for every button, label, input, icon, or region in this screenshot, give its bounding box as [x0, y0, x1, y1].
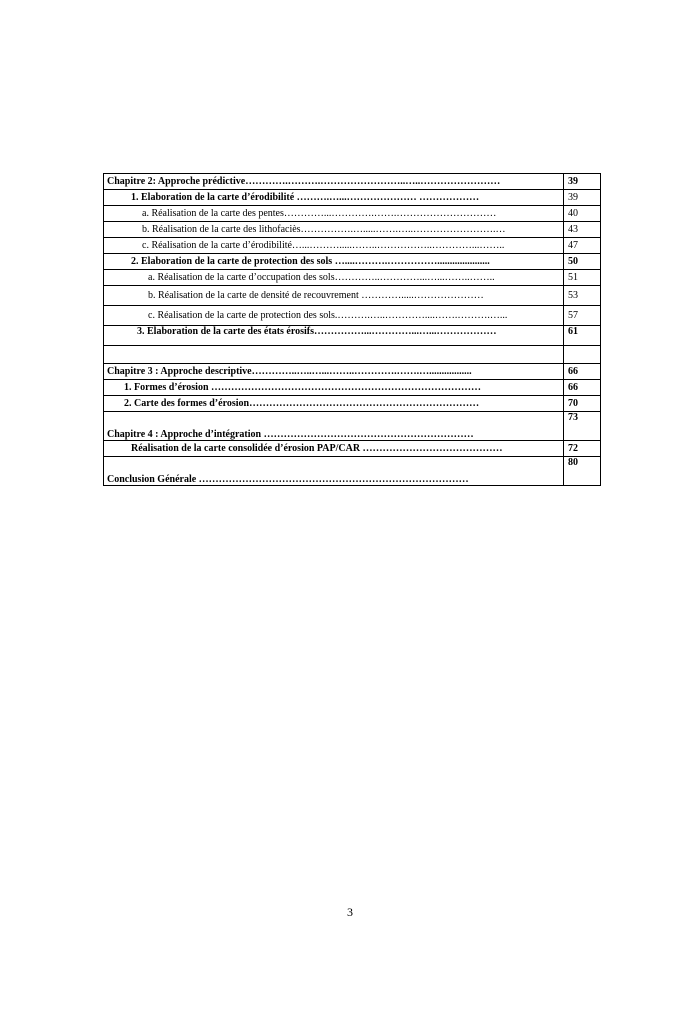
toc-row — [104, 238, 601, 254]
toc-entry-page: 43 — [564, 222, 601, 238]
toc-entry-page: 72 — [564, 441, 601, 457]
toc-row — [104, 441, 601, 457]
toc-entry-text: 2. Elaboration de la carte de protection des sols …....……….……………..................... — [104, 254, 564, 270]
toc-entry-page: 70 — [564, 396, 601, 412]
toc-row-empty — [104, 346, 601, 364]
toc-entry-page: 57 — [564, 306, 601, 326]
toc-row — [104, 286, 601, 306]
toc-entry-text: Chapitre 4 : Approche d’intégration ……………………………………………………… — [104, 412, 564, 441]
toc-entry-text: Réalisation de la carte consolidée d’érosion PAP/CAR …………………………………… — [104, 441, 564, 457]
toc-entry-page: 40 — [564, 206, 601, 222]
toc-row — [104, 206, 601, 222]
toc-entry-page: 61 — [564, 326, 601, 346]
toc-row — [104, 254, 601, 270]
toc-entry-text: a. Réalisation de la carte d’occupation des sols…………..…………...…...……..…….. — [104, 270, 564, 286]
toc-row — [104, 412, 601, 441]
toc-entry-text: a. Réalisation de la carte des pentes…………...………….…….………………………… — [104, 206, 564, 222]
toc-entry-text: 2. Carte des formes d’érosion…………………………………………………………… — [104, 396, 564, 412]
toc-row — [104, 190, 601, 206]
toc-row — [104, 364, 601, 380]
table-of-contents — [103, 173, 601, 486]
toc-empty-cell — [104, 346, 564, 364]
page-number: 3 — [347, 905, 353, 919]
toc-entry-page: 73 — [564, 412, 601, 441]
toc-row — [104, 174, 601, 190]
toc-entry-text: Chapitre 2: Approche prédictive………….……….……………………..…..…………………… — [104, 174, 564, 190]
toc-entry-text: 1. Formes d’érosion ……………………………………………………………………… — [104, 380, 564, 396]
toc-entry-page: 66 — [564, 364, 601, 380]
toc-entry-page: 80 — [564, 457, 601, 486]
toc-entry-text: 1. Elaboration de la carte d’érodibilité ……….…...………………… ……………… — [104, 190, 564, 206]
toc-entry-page: 50 — [564, 254, 601, 270]
toc-row — [104, 380, 601, 396]
toc-entry-text: b. Réalisation de la carte de densité de recouvrement ………….....………………… — [104, 286, 564, 306]
toc-empty-cell — [564, 346, 601, 364]
toc-entry-page: 66 — [564, 380, 601, 396]
toc-entry-text: c. Réalisation de la carte de protection des sols.……….…..…………....…….……….…... — [104, 306, 564, 326]
toc-entry-page: 47 — [564, 238, 601, 254]
toc-entry-text: b. Réalisation de la carte des lithofaciès…………….….....…….…..…………………….… — [104, 222, 564, 238]
toc-row — [104, 222, 601, 238]
toc-row — [104, 396, 601, 412]
toc-entry-text: Chapitre 3 : Approche descriptive…………..…..…...……..………….…….…................. — [104, 364, 564, 380]
toc-entry-text: Conclusion Générale ……………………………………………………………………… — [104, 457, 564, 486]
toc-entry-page: 39 — [564, 190, 601, 206]
toc-row — [104, 457, 601, 486]
toc-row — [104, 270, 601, 286]
toc-entry-text: c. Réalisation de la carte d’érodibilité…...……….....……..……………..…………...…….. — [104, 238, 564, 254]
toc-row — [104, 326, 601, 346]
toc-entry-page: 39 — [564, 174, 601, 190]
toc-row — [104, 306, 601, 326]
toc-entry-text: 3. Elaboration de la carte des états érosifs……………...…………...…...……………… — [104, 326, 564, 346]
toc-entry-page: 51 — [564, 270, 601, 286]
toc-entry-page: 53 — [564, 286, 601, 306]
